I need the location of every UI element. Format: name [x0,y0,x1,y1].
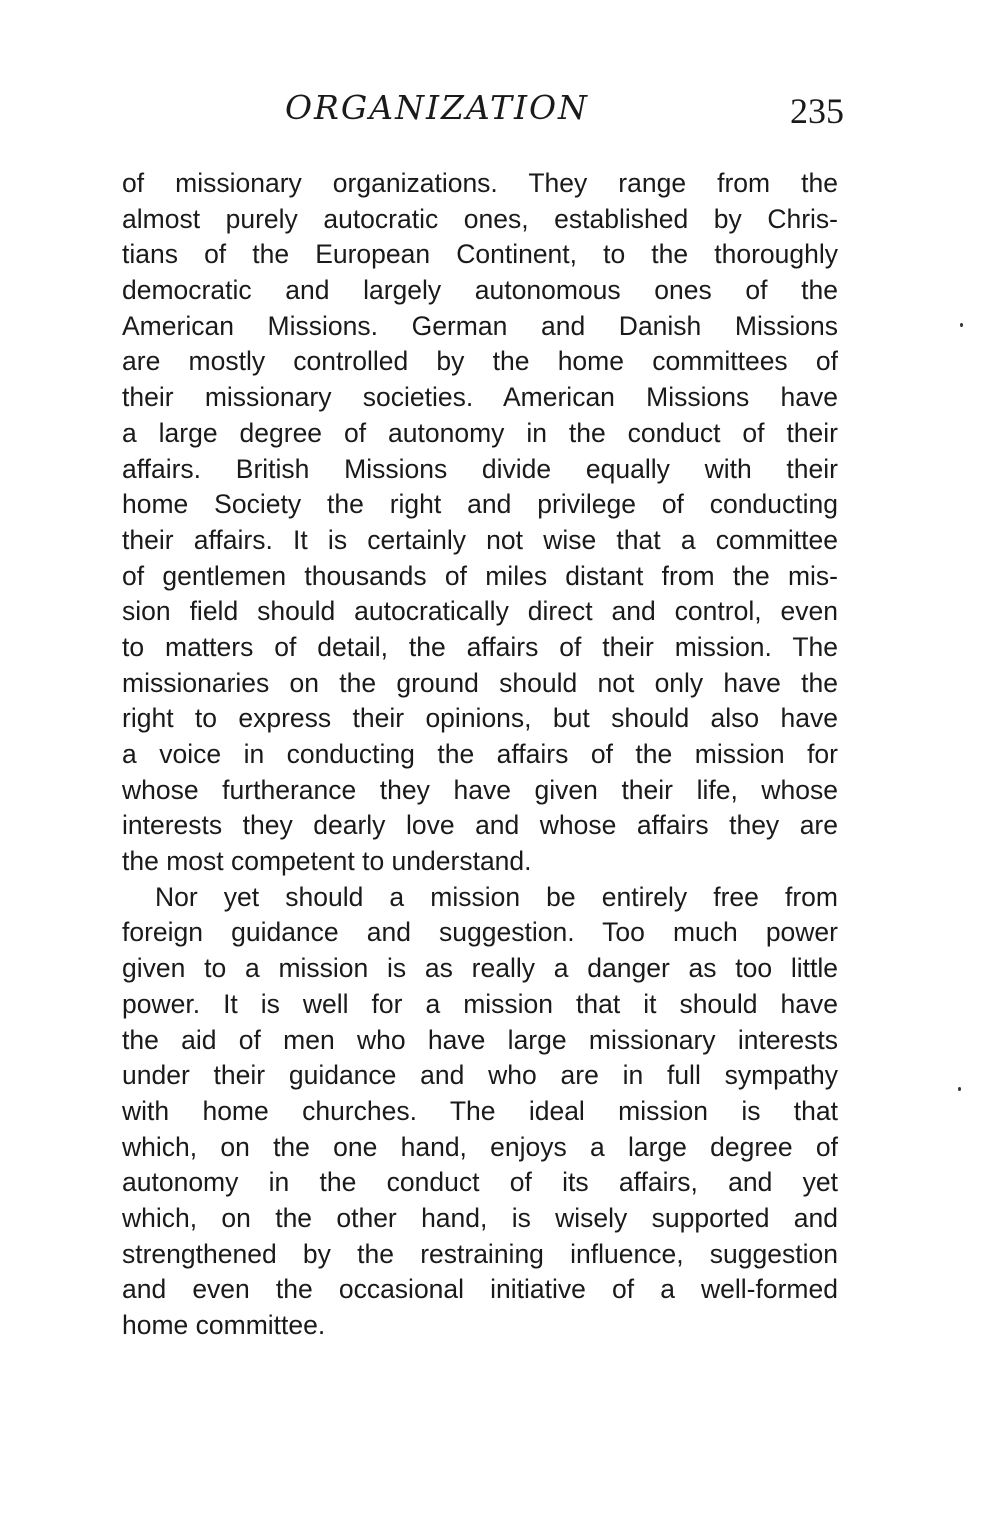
text-line: interests they dearly love and whose affairs they are [122,810,838,841]
text-line: of gentlemen thousands of miles distant from the mis- [122,560,838,591]
text-line: autonomy in the conduct of its affairs, and yet [122,1167,838,1198]
text-line: power. It is well for a mission that it should have [122,988,838,1019]
text-line: foreign guidance and suggestion. Too much power [122,917,838,948]
text-line: their affairs. It is certainly not wise that a committee [122,524,838,555]
text-line: the aid of men who have large missionary interests [122,1024,838,1055]
text-line: missionaries on the ground should not only have the [122,667,838,698]
text-line: right to express their opinions, but should also have [122,703,838,734]
text-line: home committee. [122,1310,326,1340]
text-line: strengthened by the restraining influence, suggestion [122,1238,838,1269]
text-line: and even the occasional initiative of a well-formed [122,1274,838,1305]
text-line: a voice in conducting the affairs of the mission for [122,739,838,769]
scan-speck [958,1087,961,1091]
text-line: affairs. British Missions divide equally with their [122,453,838,484]
text-line: which, on the one hand, enjoys a large degree of [122,1131,838,1162]
text-line: their missionary societies. American Missions have [122,382,838,413]
text-line: which, on the other hand, is wisely supported and [122,1202,838,1233]
text-line: sion field should autocratically direct and control, even [122,596,838,627]
text-line: a large degree of autonomy in the conduct of their [122,417,838,448]
text-line: the most competent to understand. [122,846,532,877]
page-number: 235 [790,91,844,131]
text-line: with home churches. The ideal mission is that [122,1095,838,1126]
text-line: of missionary organizations. They range from the [122,168,838,198]
text-line: whose furtherance they have given their life, whose [122,774,838,805]
text-line: tians of the European Continent, to the thoroughly [122,239,838,270]
scan-speck [960,323,963,327]
text-line: democratic and largely autonomous ones of the [122,275,838,306]
text-line: Nor yet should a mission be entirely free from [155,881,838,912]
text-line: given to a mission is as really a danger as too little [122,953,838,984]
text-line: almost purely autocratic ones, established by Chris- [122,203,838,234]
body-text [122,166,838,1344]
running-title: ORGANIZATION [285,88,589,127]
text-line: under their guidance and who are in full sympathy [122,1060,838,1091]
text-line: American Missions. German and Danish Missions [122,310,838,341]
text-line: are mostly controlled by the home committees of [122,346,838,377]
text-line: to matters of detail, the affairs of their mission. The [122,631,838,662]
text-line: home Society the right and privilege of conducting [122,489,838,520]
page-header [0,88,1000,138]
